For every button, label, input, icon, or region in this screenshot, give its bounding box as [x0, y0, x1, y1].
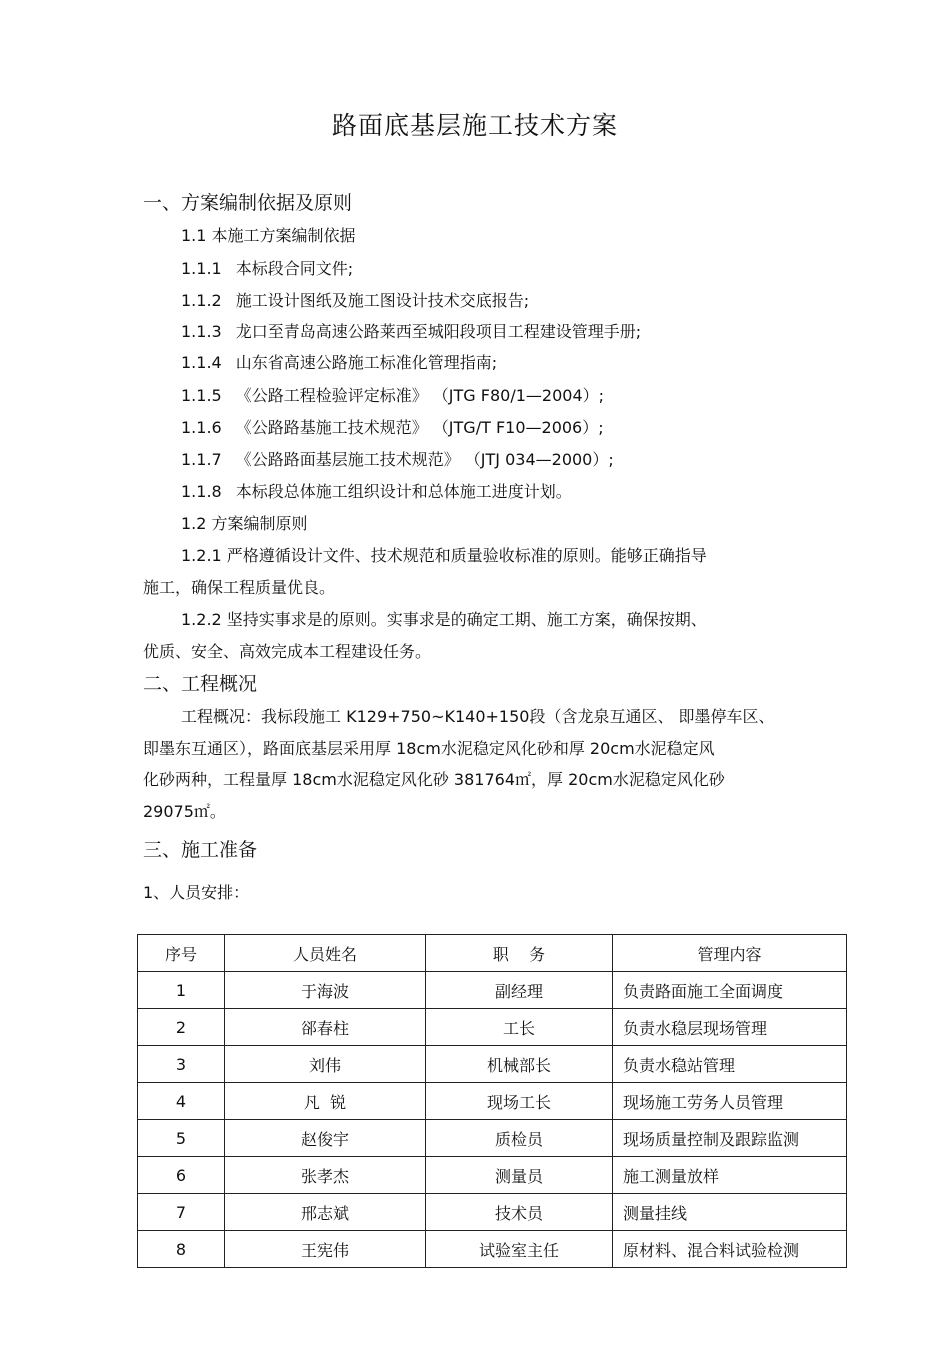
- basis-text: 《公路路面基层施工技术规范》 （JTJ 034—2000）;: [235, 450, 614, 469]
- basis-text: 本标段总体施工组织设计和总体施工进度计划。: [235, 482, 572, 501]
- principle-1-line-2: 施工，确保工程质量优良。: [143, 578, 336, 597]
- cell-position: 工长: [426, 1009, 613, 1046]
- section-heading-1: 一、方案编制依据及原则: [143, 192, 353, 214]
- basis-item: [181, 256, 353, 279]
- header-cell-name: 人员姓名: [225, 935, 426, 972]
- cell-number: 4: [138, 1083, 225, 1120]
- basis-text: 山东省高速公路施工标准化管理指南;: [235, 353, 498, 372]
- overview-line-3: 化砂两种，工程量厚 18cm水泥稳定风化砂 381764㎡，厚 20cm水泥稳定风化砂: [143, 770, 725, 789]
- cell-name: 刘伟: [225, 1046, 426, 1083]
- basis-item: [181, 383, 604, 406]
- header-cell-duty: 管理内容: [613, 935, 847, 972]
- cell-position: 测量员: [426, 1157, 613, 1194]
- staff-table: [137, 934, 847, 1268]
- cell-position: 机械部长: [426, 1046, 613, 1083]
- basis-text: 《公路工程检验评定标准》 （JTG F80/1—2004）;: [235, 386, 605, 405]
- document-title: 路面底基层施工技术方案: [331, 111, 618, 140]
- basis-number: 1.1.5: [181, 386, 222, 405]
- basis-item: [181, 319, 641, 342]
- basis-number: 1.1.8: [181, 482, 222, 501]
- cell-name: 郤春柱: [225, 1009, 426, 1046]
- basis-item: [181, 479, 572, 502]
- cell-name: 邢志斌: [225, 1194, 426, 1231]
- cell-position: 副经理: [426, 972, 613, 1009]
- cell-name: 于海波: [225, 972, 426, 1009]
- basis-text: 本标段合同文件;: [235, 259, 354, 278]
- principle-2-line-1: 1.2.2 坚持实事求是的原则。实事求是的确定工期、施工方案，确保按期、: [181, 610, 707, 629]
- cell-duty: 原材料、混合料试验检测: [613, 1231, 847, 1268]
- cell-position: 技术员: [426, 1194, 613, 1231]
- cell-duty: 现场施工劳务人员管理: [613, 1083, 847, 1120]
- basis-text: 《公路路基施工技术规范》 （JTG/T F10—2006）;: [235, 418, 604, 437]
- table-header-row: [138, 935, 847, 972]
- cell-number: 3: [138, 1046, 225, 1083]
- overview-line-4: 29075㎡。: [143, 802, 226, 821]
- basis-number: 1.1.1: [181, 259, 222, 278]
- table-row: [138, 1009, 847, 1046]
- table-row: [138, 1231, 847, 1268]
- cell-number: 1: [138, 972, 225, 1009]
- header-cell-number: 序号: [138, 935, 225, 972]
- cell-name: 凡 锐: [225, 1083, 426, 1120]
- basis-text: 施工设计图纸及施工图设计技术交底报告;: [235, 291, 530, 310]
- cell-number: 6: [138, 1157, 225, 1194]
- cell-number: 2: [138, 1009, 225, 1046]
- cell-name: 张孝杰: [225, 1157, 426, 1194]
- table-row: [138, 972, 847, 1009]
- basis-number: 1.1.7: [181, 450, 222, 469]
- cell-position: 质检员: [426, 1120, 613, 1157]
- header-cell-position: 职 务: [426, 935, 613, 972]
- basis-item: [181, 350, 497, 373]
- table-row: [138, 1194, 847, 1231]
- subheading-1-1: 1.1 本施工方案编制依据: [181, 226, 356, 245]
- overview-line-1: 工程概况：我标段施工 K129+750~K140+150段（含龙泉互通区、 即墨停车区、: [181, 707, 775, 726]
- cell-name: 赵俊宇: [225, 1120, 426, 1157]
- table-row: [138, 1083, 847, 1120]
- cell-position: 现场工长: [426, 1083, 613, 1120]
- basis-number: 1.1.3: [181, 322, 222, 341]
- principle-1-line-1: 1.2.1 严格遵循设计文件、技术规范和质量验收标准的原则。能够正确指导: [181, 546, 707, 565]
- cell-duty: 测量挂线: [613, 1194, 847, 1231]
- subheading-1-2: 1.2 方案编制原则: [181, 514, 308, 533]
- section-heading-3: 三、施工准备: [143, 839, 258, 861]
- subheading-3-1: 1、人员安排：: [143, 883, 250, 902]
- cell-duty: 负责水稳站管理: [613, 1046, 847, 1083]
- table-row: [138, 1157, 847, 1194]
- table-row: [138, 1046, 847, 1083]
- cell-number: 7: [138, 1194, 225, 1231]
- cell-number: 5: [138, 1120, 225, 1157]
- cell-name: 王宪伟: [225, 1231, 426, 1268]
- basis-number: 1.1.2: [181, 291, 222, 310]
- basis-number: 1.1.4: [181, 353, 222, 372]
- principle-2-line-2: 优质、安全、高效完成本工程建设任务。: [143, 642, 432, 661]
- table-row: [138, 1120, 847, 1157]
- cell-number: 8: [138, 1231, 225, 1268]
- section-heading-2: 二、工程概况: [143, 673, 258, 695]
- basis-text: 龙口至青岛高速公路莱西至城阳段项目工程建设管理手册;: [235, 322, 642, 341]
- cell-duty: 负责路面施工全面调度: [613, 972, 847, 1009]
- cell-duty: 现场质量控制及跟踪监测: [613, 1120, 847, 1157]
- cell-duty: 施工测量放样: [613, 1157, 847, 1194]
- basis-item: [181, 447, 614, 470]
- overview-line-2: 即墨东互通区），路面底基层采用厚 18cm水泥稳定风化砂和厚 20cm水泥稳定风: [143, 739, 715, 758]
- basis-number: 1.1.6: [181, 418, 222, 437]
- cell-position: 试验室主任: [426, 1231, 613, 1268]
- basis-item: [181, 288, 529, 311]
- cell-duty: 负责水稳层现场管理: [613, 1009, 847, 1046]
- basis-item: [181, 415, 604, 438]
